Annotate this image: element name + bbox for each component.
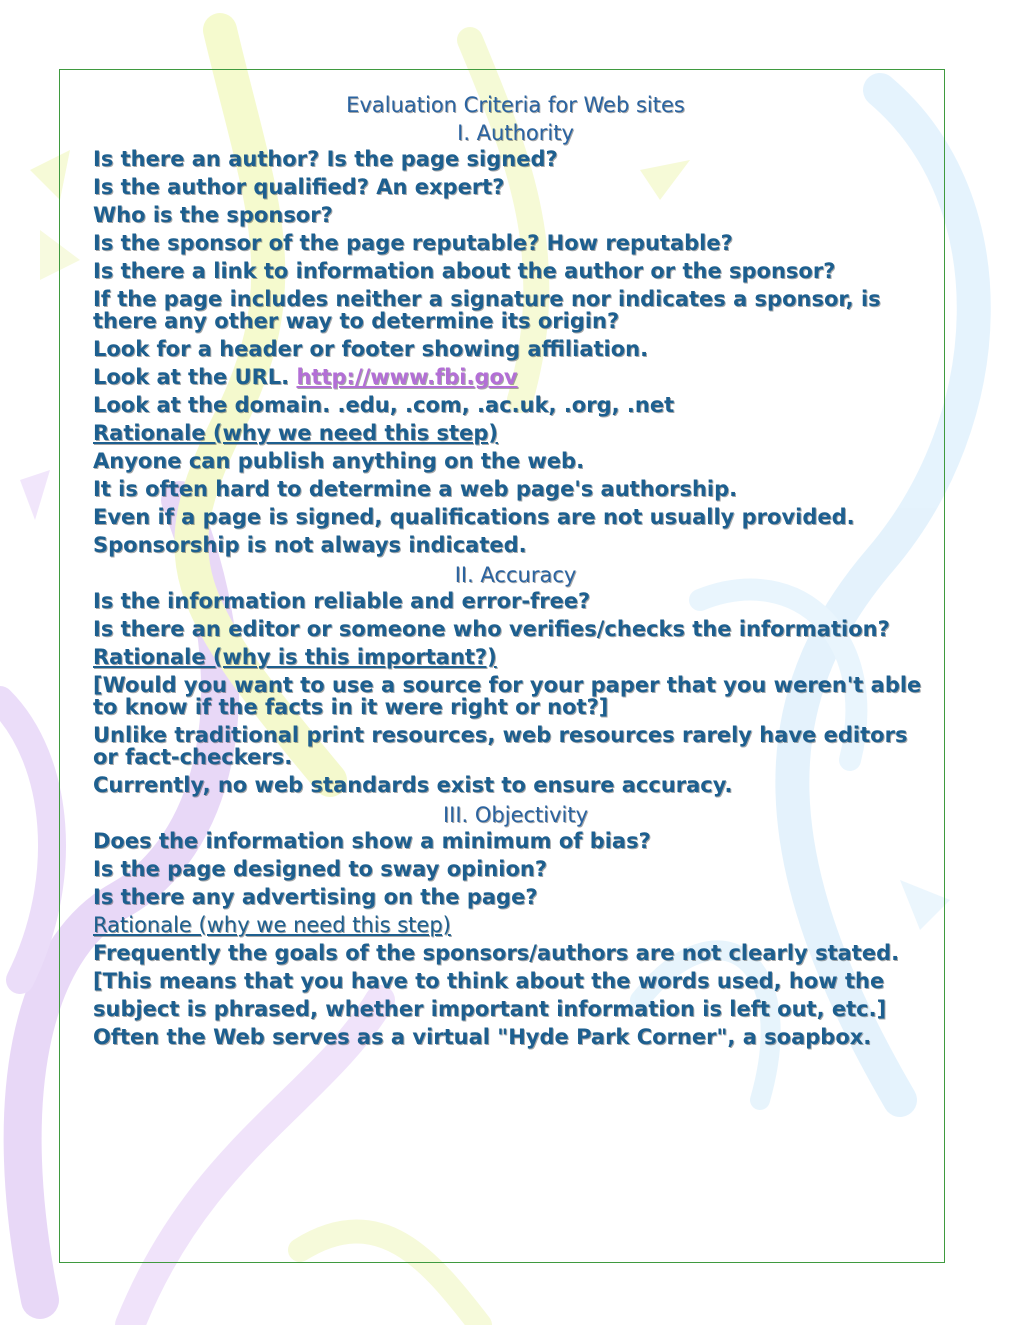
question: Is the sponsor of the page reputable? How reputable? (93, 231, 733, 255)
question: Is there an editor or someone who verifies/checks the information? (93, 617, 890, 641)
rationale-heading: Rationale (why is this important?) (93, 645, 497, 669)
fbi-link[interactable]: http://www.fbi.gov (296, 365, 518, 389)
rationale-point: Frequently the goals of the sponsors/authors are not clearly stated. (93, 941, 900, 965)
rationale-point: Even if a page is signed, qualifications are not usually provided. (93, 505, 855, 529)
rationale-point: Anyone can publish anything on the web. (93, 449, 585, 473)
question: Is the information reliable and error-free? (93, 589, 591, 613)
question: If the page includes neither a signature nor indicates a sponsor, is there any other way to determine its origin? (93, 287, 881, 333)
url-label: Look at the URL. (93, 365, 290, 389)
section-heading-objectivity: III. Objectivity (442, 803, 589, 827)
question: Is there an author? Is the page signed? (93, 147, 558, 171)
rationale-point: [This means that you have to think about the words used, how the (93, 969, 885, 993)
rationale-point: Unlike traditional print resources, web resources rarely have editors or fact-checkers. (93, 723, 908, 769)
document-body (93, 92, 938, 1054)
rationale-point: subject is phrased, whether important information is left out, etc.] (93, 997, 887, 1021)
rationale-point: Often the Web serves as a virtual "Hyde Park Corner", a soapbox. (93, 1025, 872, 1049)
question: Is the page designed to sway opinion? (93, 857, 548, 881)
question: Who is the sponsor? (93, 203, 333, 227)
rationale-heading: Rationale (why we need this step) (93, 913, 451, 937)
section-heading-accuracy: II. Accuracy (454, 563, 577, 587)
domain-line: Look at the domain. .edu, .com, .ac.uk, .org, .net (93, 393, 675, 417)
rationale-point: Sponsorship is not always indicated. (93, 533, 527, 557)
rationale-point: Currently, no web standards exist to ensure accuracy. (93, 773, 733, 797)
question: Is the author qualified? An expert? (93, 175, 505, 199)
url-line (93, 366, 938, 388)
rationale-point: [Would you want to use a source for your paper that you weren't able to know if the facts in it were right or not?] (93, 673, 922, 719)
question: Is there any advertising on the page? (93, 885, 538, 909)
page-title: Evaluation Criteria for Web sites (346, 93, 685, 117)
question: Look for a header or footer showing affiliation. (93, 337, 649, 361)
rationale-heading: Rationale (why we need this step) (93, 421, 498, 445)
section-heading-authority: I. Authority (457, 121, 574, 145)
rationale-point: It is often hard to determine a web page's authorship. (93, 477, 738, 501)
question: Does the information show a minimum of bias? (93, 829, 651, 853)
question: Is there a link to information about the author or the sponsor? (93, 259, 836, 283)
